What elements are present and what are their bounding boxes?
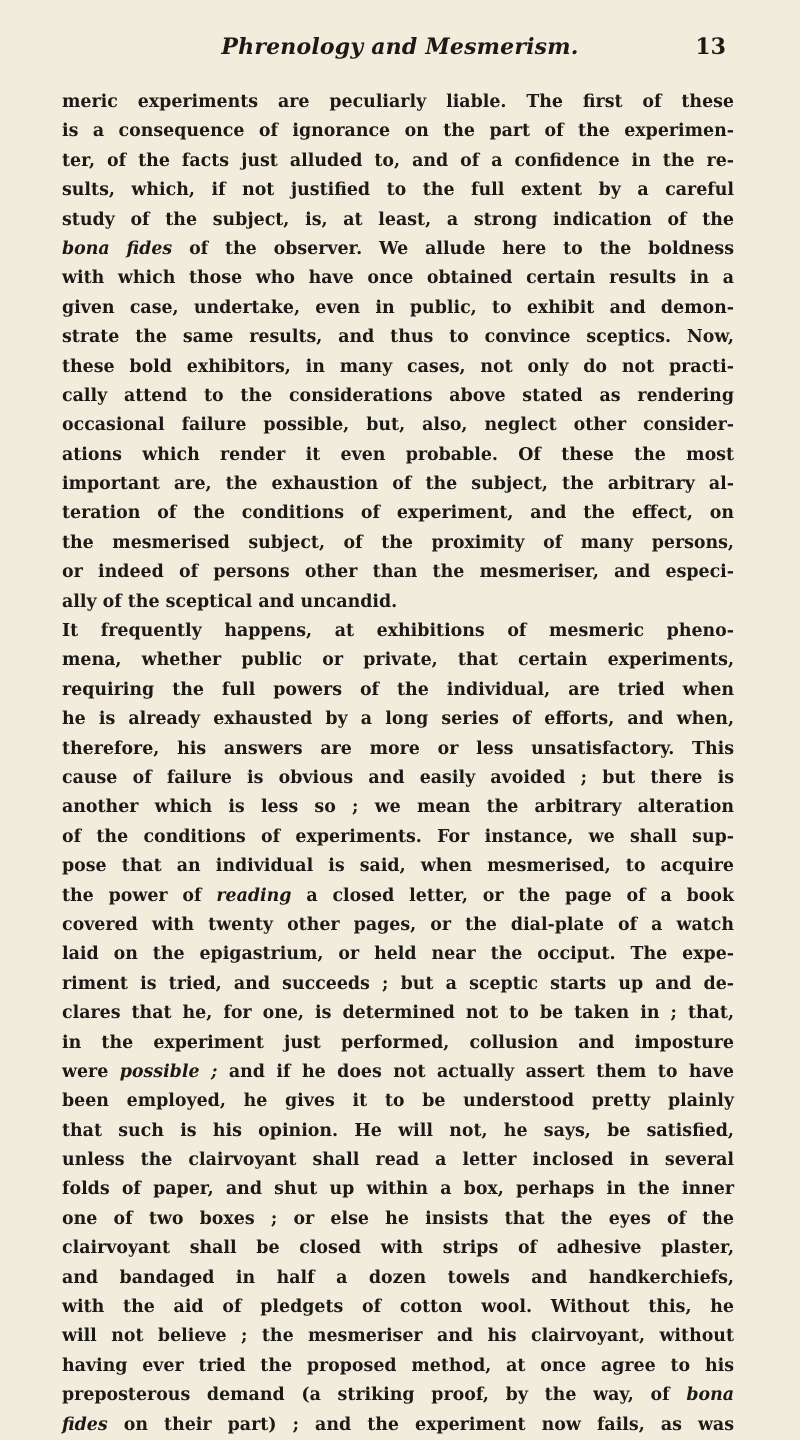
text-line: strate the same results, and thus to convince sceptics. Now, (62, 327, 734, 348)
text-line: covered with twenty other pages, or the dial-plate of a watch (62, 914, 734, 935)
text-line: is a consequence of ignorance on the part of the experimen- (62, 121, 734, 142)
text-line: will not believe ; the mesmeriser and his clairvoyant, without (62, 1326, 734, 1347)
italic-segment: bona fides (62, 238, 173, 259)
text-line: study of the subject, is, at least, a strong indication of the (62, 209, 734, 230)
text-line: cause of failure is obvious and easily avoided ; but there is (62, 767, 734, 788)
text-line: the mesmerised subject, of the proximity of many persons, (62, 532, 734, 553)
text-line: he is already exhausted by a long series of efforts, and when, (62, 709, 734, 730)
italic-segment: bona (686, 1385, 734, 1406)
text-line: folds of paper, and shut up within a box, perhaps in the inner (62, 1179, 734, 1200)
text-line: given case, undertake, even in public, to exhibit and demon- (62, 297, 734, 318)
text-line: meric experiments are peculiarly liable. The first of these (62, 92, 734, 112)
text-line: another which is less so ; we mean the arbitrary alteration (62, 797, 734, 818)
text-line: pose that an individual is said, when mesmerised, to acquire (62, 856, 734, 877)
body-text (62, 88, 734, 1440)
text-line: unless the clairvoyant shall read a letter inclosed in several (62, 1150, 734, 1171)
running-head (0, 34, 800, 68)
text-line: in the experiment just performed, collusion and imposture (62, 1032, 734, 1053)
italic-segment: possible ; (119, 1061, 218, 1082)
text-line: ally of the sceptical and uncandid. (62, 591, 398, 612)
italic-segment: reading (216, 885, 292, 906)
page-number: 13 (695, 34, 726, 60)
text-line: been employed, he gives it to be understood pretty plainly (62, 1091, 734, 1112)
text-segment: a closed letter, or the page of a book (291, 885, 735, 906)
text-line: ter, of the facts just alluded to, and of a confidence in the re- (62, 150, 734, 171)
text-line: mena, whether public or private, that certain experiments, (62, 650, 734, 671)
text-line: with which those who have once obtained certain results in a (62, 268, 734, 289)
text-line: laid on the epigastrium, or held near the occiput. The expe- (62, 944, 734, 965)
text-line: riment is tried, and succeeds ; but a sceptic starts up and de- (62, 973, 734, 994)
text-line: ations which render it even probable. Of these the most (62, 444, 734, 465)
page-title: Phrenology and Mesmerism. (221, 34, 579, 60)
text-line: of the conditions of experiments. For instance, we shall sup- (62, 826, 734, 847)
text-line: occasional failure possible, but, also, neglect other consider- (62, 415, 734, 436)
text-segment: preposterous demand (a striking proof, by the way, of (62, 1385, 687, 1406)
text-line (62, 1058, 734, 1087)
text-line: clairvoyant shall be closed with strips of adhesive plaster, (62, 1238, 734, 1259)
text-segment: on their part) ; and the experiment now fails, as was (107, 1414, 734, 1435)
text-line: important are, the exhaustion of the subject, the arbitrary al- (62, 474, 734, 495)
text-line: having ever tried the proposed method, at once agree to his (62, 1355, 734, 1376)
text-line (62, 1411, 734, 1440)
text-line: It frequently happens, at exhibitions of mesmeric pheno- (62, 621, 734, 642)
text-line (62, 882, 734, 911)
text-line: these bold exhibitors, in many cases, not only do not practi- (62, 356, 734, 377)
text-line: that such is his opinion. He will not, he says, be satisfied, (62, 1120, 734, 1141)
text-segment: of the observer. We allude here to the boldness (172, 238, 735, 259)
text-line: cally attend to the considerations above stated as rendering (62, 385, 734, 406)
text-segment: and if he does not actually assert them to have (217, 1061, 734, 1082)
text-segment: were (62, 1061, 120, 1082)
text-line: one of two boxes ; or else he insists that the eyes of the (62, 1208, 734, 1229)
text-line: with the aid of pledgets of cotton wool. Without this, he (62, 1297, 734, 1318)
text-line: sults, which, if not justified to the full extent by a careful (62, 180, 734, 201)
text-line: clares that he, for one, is determined not to be taken in ; that, (62, 1003, 734, 1024)
italic-segment: fides (62, 1414, 108, 1435)
text-line: therefore, his answers are more or less unsatisfactory. This (62, 738, 734, 759)
text-line: requiring the full powers of the individual, are tried when (62, 679, 734, 700)
text-segment: the power of (62, 885, 217, 906)
text-line: teration of the conditions of experiment, and the effect, on (62, 503, 734, 524)
text-line (62, 235, 734, 264)
text-line: or indeed of persons other than the mesmeriser, and especi- (62, 562, 734, 583)
text-line: and bandaged in half a dozen towels and handkerchiefs, (62, 1267, 734, 1288)
text-line (62, 1381, 734, 1410)
